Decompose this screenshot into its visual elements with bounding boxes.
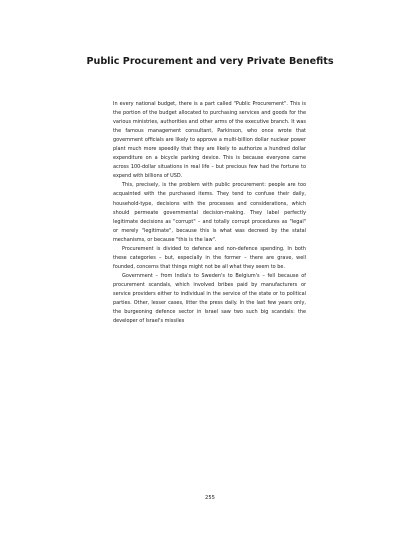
- paragraph-1: In every national budget, there is a part called "Public Procurement". This is the portion of the budget allocated to purchasing services and goods for the various ministries, authorities and other arms of the executive branch. It was the famous management consultant, Parkinson, who once wrote that government officials are likely to approve a multi-billion dollar nuclear power plant much more speedily that they are likely to authorize a hundred dollar expenditure on a bicycle parking device. This is because everyone came across 100-dollar situations in real life – but precious few had the fortune to expend with billions of USD.: [113, 101, 306, 180]
- chapter-title: Public Procurement and very Private Benefits: [86, 56, 334, 67]
- page-number: 255: [205, 495, 215, 501]
- paragraph-3: Procurement is divided to defence and non-defence spending. In both these categories – but, especially in the former – there are grave, well founded, concerns that things might not be all what they seem to be.: [113, 245, 306, 270]
- paragraph-4: Government – from India's to Sweden's to Belgium's – fell because of procurement scandals, which involved bribes paid by manufacturers or service providers either to individual in the service of the state or to political parties. Other, lesser cases, litter the press daily. In the last few years only, the burgeoning defence sector in Israel saw two such big scandals: the developer of Israel's missiles: [113, 272, 306, 325]
- paragraph-2: This, precisely, is the problem with public procurement: people are too acquainted with the purchased items. They tend to confuse their daily, household-type, decisions with the processes and considerations, which should permeate governmental decision-making. They label perfectly legitimate decisions as "corrupt" – and totally corrupt procedures as "legal" or merely "legitimate", because this is what was decreed by the statal mechanisms, or because "this is the law".: [113, 182, 306, 243]
- body-text: [113, 100, 306, 326]
